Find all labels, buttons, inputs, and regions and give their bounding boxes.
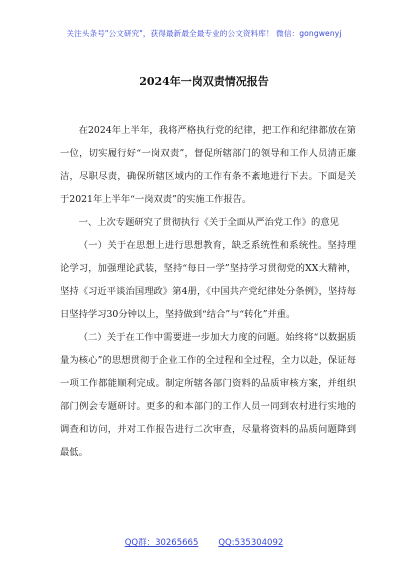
footer-contact xyxy=(0,536,408,548)
paragraph-section-one: 一、上次专题研究了贯彻执行《关于全面从严治党工作》的意见 xyxy=(78,217,339,228)
document-body xyxy=(60,119,356,464)
paragraph-item-two: （二）关于在工作中需要进一步加大力度的问题。始终将“以数据质量为核心”的思想贯彻于企业工作的全过程和全过程，全力以赴，保证每一项工作都能顺利完成。制定所辖各部门资料的品质审核方案，并组织部门例会专题研讨。更多的和本部门的工作人员一同到农村进行实地的调查和访问，并对工作报告进行二次审查，尽量将资料的品质问题降到最低。 xyxy=(60,332,356,458)
paragraph-intro: 在2024年上半年，我将严格执行党的纪律，把工作和纪律都放在第一位，切实履行好“一岗双责”，督促所辖部门的领导和工作人员清正廉洁，尽职尽责，确保所辖区域内的工作有条不紊地进行下去。下面是关于2021年上半年“一岗双责”的实施工作报告。 xyxy=(60,125,356,205)
footer-qq-number: QQ:535304092 xyxy=(218,538,284,548)
paragraph-item-one: （一）关于在思想上进行思想教育，缺乏系统性和系统性。坚持理论学习，加强理论武装，坚持“每日一学”坚持学习贯彻党的XX大精神，坚持《习近平谈治国理政》第4册，《中国共产党纪律处分条例》，坚持每日坚持学习30分钟以上，坚持做到“结合”与“转化”并重。 xyxy=(60,240,356,320)
header-note: 关注头条号"公文研究"，获得最新最全最专业的公文资料库！ 微信：gongwenyj xyxy=(66,29,342,38)
footer-qq-group: QQ群：30265665 xyxy=(124,538,199,548)
document-title: 2024年一岗双责情况报告 xyxy=(139,75,269,88)
